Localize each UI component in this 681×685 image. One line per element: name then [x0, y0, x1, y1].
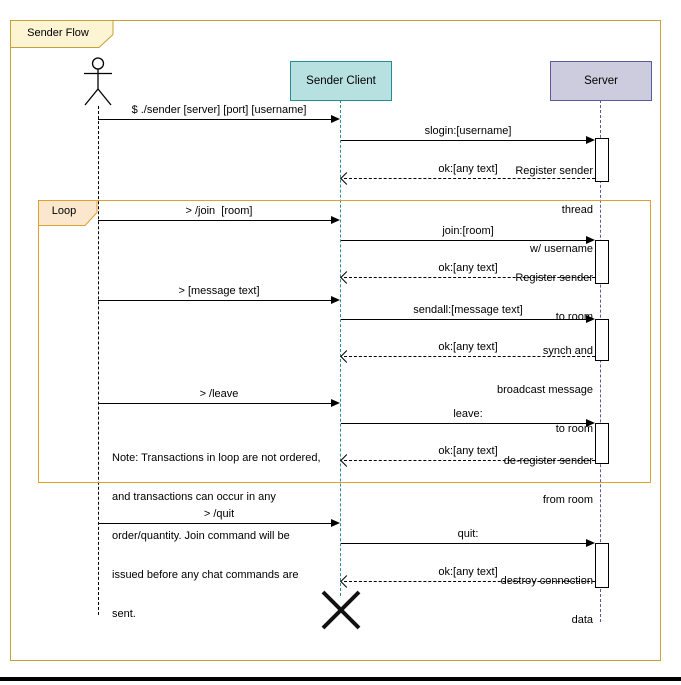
message-label: leave: [453, 408, 483, 420]
message-label: slogin:[username] [424, 125, 512, 137]
activation-bar [595, 319, 609, 361]
return-label: ok:[any text] [438, 445, 498, 457]
server-annotation: Register sender to room [515, 272, 593, 323]
participant-sender-client [290, 61, 392, 101]
server-annotation: Register sender thread w/ username [515, 165, 593, 255]
server-annotation: de-register sender from room [503, 455, 593, 506]
message-label: quit: [457, 528, 479, 540]
termination-x-icon [320, 589, 362, 631]
message-label: > [message text] [178, 285, 260, 297]
frame-title: Sender Flow [27, 27, 89, 39]
participant-server-label: Server [584, 75, 618, 87]
return-label: ok:[any text] [438, 262, 498, 274]
participant-server [550, 61, 652, 101]
actor-icon [80, 57, 116, 107]
activation-bar [595, 423, 609, 464]
window-bottom-edge [0, 677, 681, 681]
return-label: ok:[any text] [438, 566, 498, 578]
participant-sender-client-label: Sender Client [306, 75, 376, 87]
server-annotation: destroy connection data [500, 575, 593, 626]
activation-bar [595, 138, 609, 182]
message-label: > /leave [199, 388, 239, 400]
message-label: > /join [room] [185, 205, 253, 217]
return-label: ok:[any text] [438, 341, 498, 353]
message-label: sendall:[message text] [413, 304, 523, 316]
message-label: $ ./sender [server] [port] [username] [131, 104, 307, 116]
message-label: > /quit [203, 508, 235, 520]
message-label: join:[room] [442, 225, 494, 237]
activation-bar [595, 240, 609, 284]
activation-bar [595, 543, 609, 588]
loop-label: Loop [51, 205, 77, 217]
return-label: ok:[any text] [438, 163, 498, 175]
server-annotation: synch and broadcast message to room [497, 345, 593, 435]
loop-note: Note: Transactions in loop are not ordered, and transactions can occur in any order/quantity. Join command will be issued before any chat commands are sent. [112, 452, 321, 620]
